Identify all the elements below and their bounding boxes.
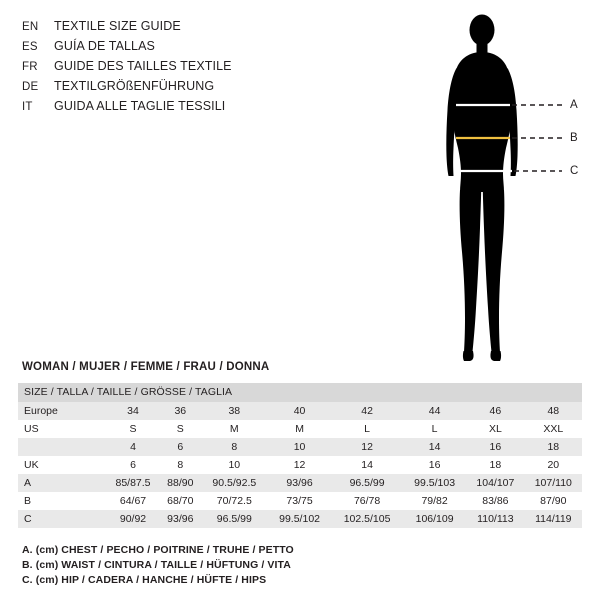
- row-label: Europe: [18, 402, 106, 420]
- cell: 10: [268, 438, 331, 456]
- cell: 114/119: [525, 510, 582, 528]
- cell: 8: [160, 456, 201, 474]
- row-label: US: [18, 420, 106, 438]
- cell: 34: [106, 402, 160, 420]
- cell: 99.5/102: [268, 510, 331, 528]
- language-code: FR: [22, 61, 38, 73]
- cell: 14: [403, 438, 466, 456]
- cell: 90/92: [106, 510, 160, 528]
- cell: 20: [525, 456, 582, 474]
- cell: 93/96: [268, 474, 331, 492]
- cell: 42: [331, 402, 403, 420]
- language-code: ES: [22, 41, 38, 53]
- cell: 79/82: [403, 492, 466, 510]
- language-title: GUIDE DES TAILLES TEXTILE: [54, 59, 232, 73]
- cell: 87/90: [525, 492, 582, 510]
- row-label: C: [18, 510, 106, 528]
- silhouette-icon: [410, 8, 590, 368]
- cell: 96.5/99: [201, 510, 269, 528]
- cell: 110/113: [466, 510, 525, 528]
- cell: 106/109: [403, 510, 466, 528]
- cell: 6: [106, 456, 160, 474]
- cell: S: [160, 420, 201, 438]
- cell: 107/110: [525, 474, 582, 492]
- cell: 12: [331, 438, 403, 456]
- cell: 68/70: [160, 492, 201, 510]
- table-row: [18, 474, 582, 492]
- legend-item-c: C. (cm) HIP / CADERA / HANCHE / HÜFTE / HIPS: [22, 574, 267, 586]
- cell: XL: [466, 420, 525, 438]
- cell: 16: [466, 438, 525, 456]
- cell: 10: [201, 456, 269, 474]
- cell: L: [331, 420, 403, 438]
- row-label: A: [18, 474, 106, 492]
- cell: 76/78: [331, 492, 403, 510]
- table-row: [18, 492, 582, 510]
- row-label: [18, 438, 106, 456]
- row-label: UK: [18, 456, 106, 474]
- language-row: [22, 96, 352, 116]
- cell: 12: [268, 456, 331, 474]
- language-row: [22, 76, 352, 96]
- language-title: TEXTILGRÖßENFÜHRUNG: [54, 79, 215, 93]
- cell: 64/67: [106, 492, 160, 510]
- language-title: TEXTILE SIZE GUIDE: [54, 19, 181, 33]
- language-row: [22, 36, 352, 56]
- cell: 85/87.5: [106, 474, 160, 492]
- cell: 14: [331, 456, 403, 474]
- section-title-woman: WOMAN / MUJER / FEMME / FRAU / DONNA: [22, 361, 270, 373]
- legend-item-b: B. (cm) WAIST / CINTURA / TAILLE / HÜFTUNG / VITA: [22, 559, 291, 571]
- cell: L: [403, 420, 466, 438]
- cell: 73/75: [268, 492, 331, 510]
- language-title-list: [22, 16, 352, 116]
- cell: 88/90: [160, 474, 201, 492]
- measurement-legend: [22, 543, 482, 588]
- cell: M: [268, 420, 331, 438]
- female-silhouette-figure: [410, 8, 590, 368]
- table-header-row: [18, 383, 582, 402]
- row-label: B: [18, 492, 106, 510]
- cell: XXL: [525, 420, 582, 438]
- cell: 96.5/99: [331, 474, 403, 492]
- legend-item-a: A. (cm) CHEST / PECHO / POITRINE / TRUHE / PETTO: [22, 544, 294, 556]
- cell: 38: [201, 402, 269, 420]
- guide-label-b: B: [570, 132, 578, 144]
- cell: 90.5/92.5: [201, 474, 269, 492]
- cell: 83/86: [466, 492, 525, 510]
- cell: 93/96: [160, 510, 201, 528]
- table-row: [18, 456, 582, 474]
- cell: 99.5/103: [403, 474, 466, 492]
- cell: M: [201, 420, 269, 438]
- cell: 8: [201, 438, 269, 456]
- cell: 40: [268, 402, 331, 420]
- language-code: IT: [22, 101, 33, 113]
- cell: 104/107: [466, 474, 525, 492]
- cell: 48: [525, 402, 582, 420]
- language-row: [22, 56, 352, 76]
- cell: 18: [466, 456, 525, 474]
- table-header-label: SIZE / TALLA / TAILLE / GRÖSSE / TAGLIA: [18, 383, 582, 402]
- language-code: EN: [22, 21, 39, 33]
- language-row: [22, 16, 352, 36]
- cell: 4: [106, 438, 160, 456]
- size-table: [18, 383, 582, 528]
- cell: 18: [525, 438, 582, 456]
- cell: S: [106, 420, 160, 438]
- table-row: [18, 510, 582, 528]
- language-code: DE: [22, 81, 39, 93]
- guide-label-a: A: [570, 99, 578, 111]
- cell: 70/72.5: [201, 492, 269, 510]
- table-row: [18, 438, 582, 456]
- cell: 102.5/105: [331, 510, 403, 528]
- table-row: [18, 402, 582, 420]
- cell: 16: [403, 456, 466, 474]
- guide-label-c: C: [570, 165, 579, 177]
- language-title: GUIDA ALLE TAGLIE TESSILI: [54, 99, 226, 113]
- cell: 46: [466, 402, 525, 420]
- language-title: GUÍA DE TALLAS: [54, 39, 155, 53]
- cell: 36: [160, 402, 201, 420]
- table-row: [18, 420, 582, 438]
- cell: 6: [160, 438, 201, 456]
- cell: 44: [403, 402, 466, 420]
